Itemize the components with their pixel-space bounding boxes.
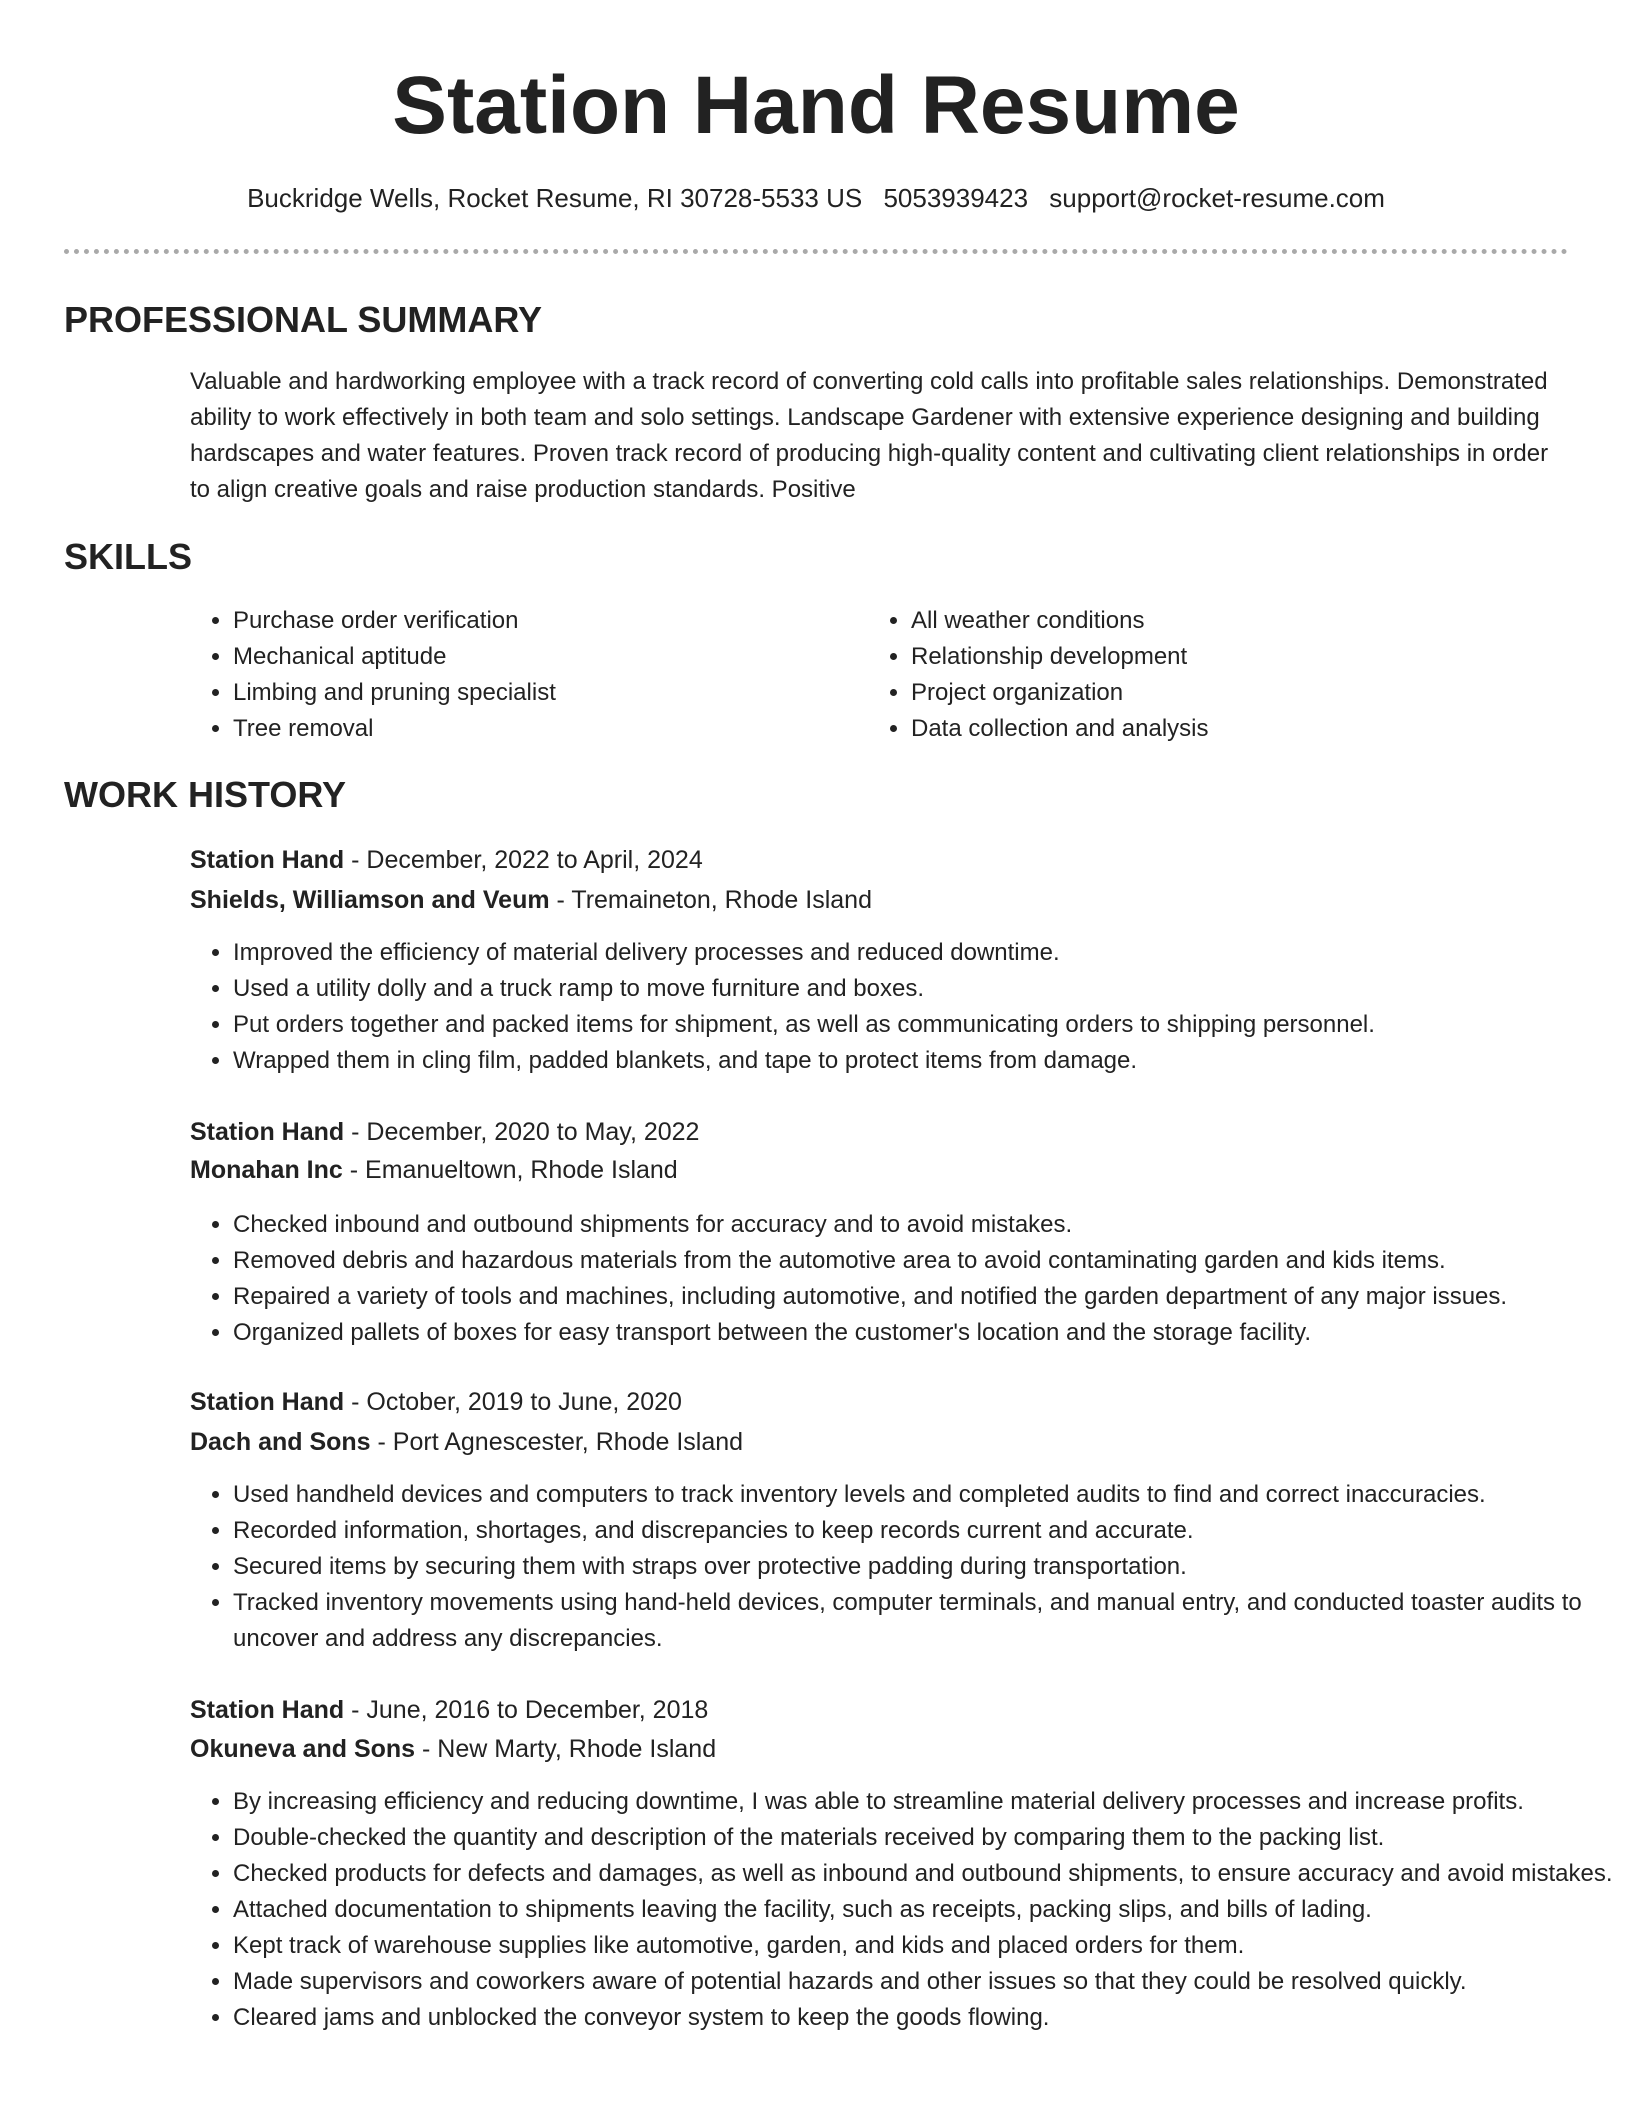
job-location: - Tremaineton, Rhode Island [549, 886, 872, 914]
contact-address: Buckridge Wells, Rocket Resume, RI 30728-5533 US [247, 183, 863, 213]
resume-title: Station Hand Resume [392, 60, 1240, 151]
job-duty: • Put orders together and packed items for shipment, as well as communicating orders to shipping personnel. [233, 1007, 1613, 1043]
job-duty: • Used handheld devices and computers to track inventory levels and completed audits to find and correct inaccuracies. [233, 1477, 1613, 1513]
skills-heading: SKILLS [64, 536, 193, 577]
job-dates: - June, 2016 to December, 2018 [344, 1696, 709, 1724]
skill-item: • Limbing and pruning specialist [233, 675, 853, 711]
job-duty: • Improved the efficiency of material delivery processes and reduced downtime. [233, 935, 1613, 971]
job-title-line [190, 1114, 699, 1150]
job-duties-list [190, 935, 1613, 1079]
skill-item: • Tree removal [233, 711, 853, 747]
job-duties-list [190, 1784, 1613, 2036]
job-company-line [190, 1152, 678, 1188]
job-duty: • Recorded information, shortages, and discrepancies to keep records current and accurate. [233, 1513, 1613, 1549]
work-history-heading: WORK HISTORY [64, 774, 347, 815]
job-company-line [190, 1424, 743, 1460]
job-company-line [190, 882, 872, 918]
skill-item: • Project organization [911, 675, 1591, 711]
skill-item: • Relationship development [911, 639, 1591, 675]
job-duty: • Organized pallets of boxes for easy transport between the customer's location and the storage facility. [233, 1315, 1613, 1351]
contact-line [0, 180, 1632, 216]
skills-list-right [868, 603, 1591, 747]
skill-item: • Data collection and analysis [911, 711, 1591, 747]
job-duty: • Used a utility dolly and a truck ramp to move furniture and boxes. [233, 971, 1613, 1007]
summary-text: Valuable and hardworking employee with a track record of converting cold calls into profitable sales relationships. Demonstrated ability to work effectively in both team and solo settings. Landscape Gardener with extensive experience designing and building hardscapes and water features. Proven track record of producing high-quality content and cultivating client relationships in order to align creative goals and raise production standards. Positive [190, 368, 1549, 503]
job-duty: • Double-checked the quantity and description of the materials received by comparing them to the packing list. [233, 1820, 1613, 1856]
job-company: Okuneva and Sons [190, 1735, 416, 1763]
job-duty: • Secured items by securing them with straps over protective padding during transportation. [233, 1549, 1613, 1585]
job-duty: • Tracked inventory movements using hand-held devices, computer terminals, and manual entry, and conducted toaster audits to uncover and address any discrepancies. [233, 1585, 1613, 1657]
job-location: - Port Agnescester, Rhode Island [370, 1428, 744, 1456]
contact-email: support@rocket-resume.com [1049, 183, 1385, 213]
skills-list-left [190, 603, 853, 747]
job-role: Station Hand [190, 1118, 345, 1146]
job-duty: • Made supervisors and coworkers aware of potential hazards and other issues so that they could be resolved quickly. [233, 1964, 1613, 2000]
job-title-line [190, 1384, 682, 1420]
skill-item: • Mechanical aptitude [233, 639, 853, 675]
job-title-line [190, 842, 703, 878]
job-duty: • Removed debris and hazardous materials from the automotive area to avoid contaminating garden and kids items. [233, 1243, 1613, 1279]
job-role: Station Hand [190, 1388, 345, 1416]
job-dates: - December, 2020 to May, 2022 [344, 1118, 700, 1146]
job-dates: - October, 2019 to June, 2020 [344, 1388, 682, 1416]
job-dates: - December, 2022 to April, 2024 [344, 846, 703, 874]
summary-heading: PROFESSIONAL SUMMARY [64, 299, 543, 340]
job-company: Dach and Sons [190, 1428, 371, 1456]
job-company: Shields, Williamson and Veum [190, 886, 550, 914]
job-role: Station Hand [190, 846, 345, 874]
header-divider [64, 249, 1568, 254]
job-location: - New Marty, Rhode Island [415, 1735, 717, 1763]
job-company-line [190, 1731, 716, 1767]
job-duty: • Wrapped them in cling film, padded blankets, and tape to protect items from damage. [233, 1043, 1613, 1079]
job-role: Station Hand [190, 1696, 345, 1724]
contact-phone: 5053939423 [883, 183, 1029, 213]
job-duty: • Kept track of warehouse supplies like automotive, garden, and kids and placed orders for them. [233, 1928, 1613, 1964]
job-duties-list [190, 1207, 1613, 1351]
job-duty: • By increasing efficiency and reducing downtime, I was able to streamline material delivery processes and increase profits. [233, 1784, 1613, 1820]
job-title-line [190, 1692, 708, 1728]
skill-item: • All weather conditions [911, 603, 1591, 639]
job-duty: • Checked inbound and outbound shipments for accuracy and to avoid mistakes. [233, 1207, 1613, 1243]
job-duty: • Checked products for defects and damages, as well as inbound and outbound shipments, to ensure accuracy and avoid mistakes. [233, 1856, 1613, 1892]
job-duty: • Repaired a variety of tools and machines, including automotive, and notified the garden department of any major issues. [233, 1279, 1613, 1315]
job-location: - Emanueltown, Rhode Island [342, 1156, 678, 1184]
job-duty: • Cleared jams and unblocked the conveyor system to keep the goods flowing. [233, 2000, 1613, 2036]
skill-item: • Purchase order verification [233, 603, 853, 639]
job-duty: • Attached documentation to shipments leaving the facility, such as receipts, packing slips, and bills of lading. [233, 1892, 1613, 1928]
job-company: Monahan Inc [190, 1156, 343, 1184]
job-duties-list [190, 1477, 1613, 1657]
